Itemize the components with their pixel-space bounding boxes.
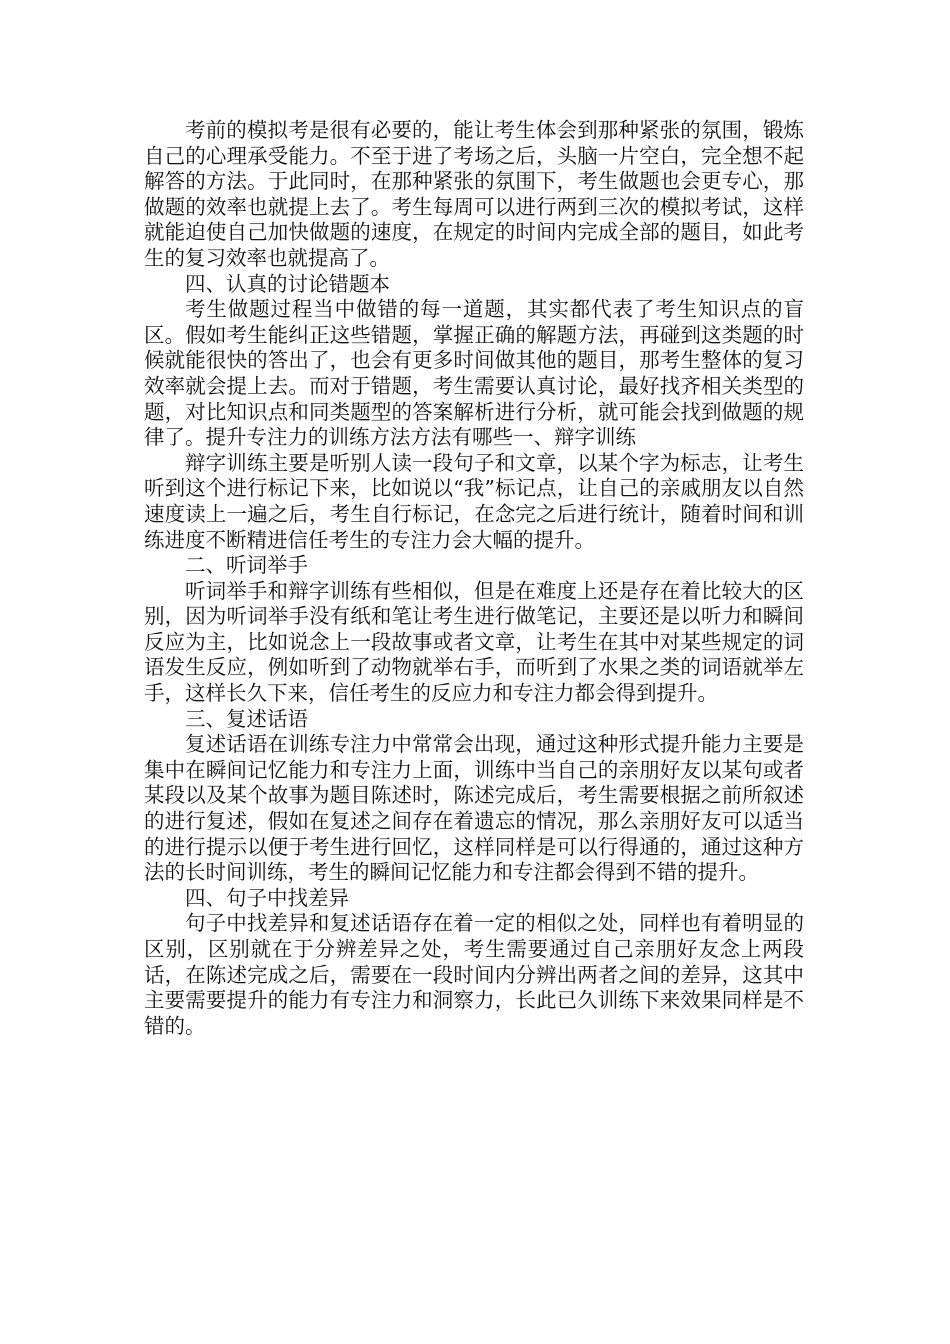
paragraph-retell-speech: 复述话语在训练专注力中常常会出现，通过这种形式提升能力主要是集中在瞬间记忆能力和专注力上面，训练中当自己的亲朋好友以某句或者某段以及某个故事为题目陈述时，陈述完成后，考生需要根据之前所叙述的进行复述，假如在复述之间存在着遗忘的情况，那么亲朋好友可以适当的进行提示以便于考生进行回忆，这样同样是可以行得通的，通过这种方法的长时间训练，考生的瞬间记忆能力和专注都会得到不错的提升。 <box>144 732 804 885</box>
paragraph-find-differences: 句子中找差异和复述话语存在着一定的相似之处，同样也有着明显的区别，区别就在于分辨差异之处，考生需要通过自己亲朋好友念上两段话，在陈述完成之后，需要在一段时间内分辨出两者之间的差异，这其中主要需要提升的能力有专注力和洞察力，长此已久训练下来效果同样是不错的。 <box>144 911 804 1038</box>
document-body <box>144 118 804 1039</box>
heading-retell-speech: 三、复述话语 <box>185 706 308 731</box>
paragraph-listen-raise-hand: 听词举手和辩字训练有些相似，但是在难度上还是存在着比较大的区别，因为听词举手没有纸和笔让考生进行做笔记，主要还是以听力和瞬间反应为主，比如说念上一段故事或者文章，让考生在其中对某些规定的词语发生反应，例如听到了动物就举右手，而听到了水果之类的词语就举左手，这样长久下来，信任考生的反应力和专注力都会得到提升。 <box>144 578 804 706</box>
paragraph-error-notebook: 考生做题过程当中做错的每一道题，其实都代表了考生知识点的盲区。假如考生能纠正这些错题，掌握正确的解题方法，再碰到这类题的时候就能很快的答出了，也会有更多时间做其他的题目，那考生整体的复习效率就会提上去。而对于错题，考生需要认真讨论，最好找齐相关类型的题，对比知识点和同类题型的答案解析进行分析，就可能会找到做题的规律了。提升专注力的训练方法方法有哪些一、辩字训练 <box>144 297 804 450</box>
heading-find-differences: 四、句子中找差异 <box>185 885 349 910</box>
paragraph-word-training: 辩字训练主要是听别人读一段句子和文章，以某个字为标志，让考生听到这个进行标记下来，比如说以“我”标记点，让自己的亲戚朋友以自然速度读上一遍之后，考生自行标记，在念完之后进行统计，随着时间和训练进度不断精进信任考生的专注力会大幅的提升。 <box>144 450 804 552</box>
paragraph-mock-exam: 考前的模拟考是很有必要的，能让考生体会到那种紧张的氛围，锻炼自己的心理承受能力。不至于进了考场之后，头脑一片空白，完全想不起解答的方法。于此同时，在那种紧张的氛围下，考生做题也会更专心，那做题的效率也就提上去了。考生每周可以进行两到三次的模拟考试，这样就能迫使自己加快做题的速度，在规定的时间内完成全部的题目，如此考生的复习效率也就提高了。 <box>144 118 804 270</box>
heading-error-notebook: 四、认真的讨论错题本 <box>185 271 390 296</box>
heading-listen-raise-hand: 二、听词举手 <box>185 553 308 578</box>
